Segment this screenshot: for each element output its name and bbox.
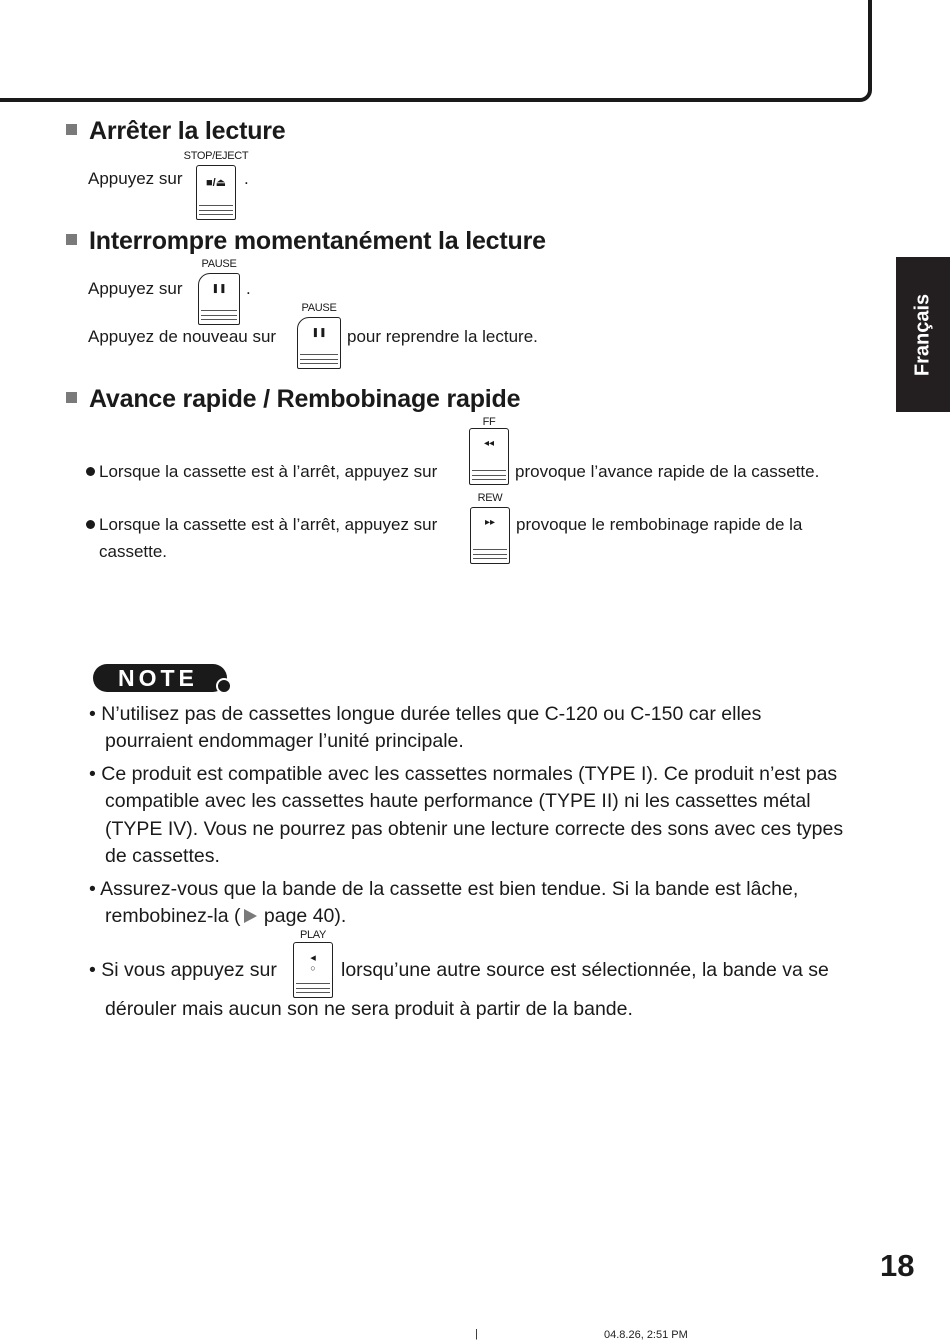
note-badge [93, 662, 233, 694]
language-tab [896, 257, 950, 412]
key-symbol: ◂◂ [483, 438, 495, 449]
note-item-1-line-2: pourraient endommager l’unité principale. [105, 730, 464, 752]
ff-instruction-suffix: provoque l’avance rapide de la cassette. [515, 462, 820, 481]
pause-button-icon [198, 258, 240, 325]
rew-button-icon [470, 492, 510, 564]
key-symbol: ❚❚ [311, 327, 327, 337]
note-badge-label: NOTE [118, 665, 198, 691]
key-symbol: ▸▸ [484, 517, 496, 528]
page-number: 18 [880, 1248, 915, 1283]
page-ref-prefix: rembobinez-la ( [105, 905, 241, 927]
language-tab-label: Français [911, 293, 934, 376]
bullet-dot-icon [86, 467, 95, 476]
rew-instruction-continuation: cassette. [99, 542, 168, 561]
key-label: PAUSE [301, 302, 337, 314]
square-bullet-icon [66, 234, 77, 245]
ff-instruction-prefix [86, 462, 437, 482]
note-item-2-line-2: compatible avec les cassettes haute performance (TYPE II) ni les cassettes métal [105, 790, 811, 812]
note-item-3-line-1: • Assurez-vous que la bande de la cassette est bien tendue. Si la bande est lâche, [89, 878, 799, 900]
key-symbol: ■/⏏ [205, 177, 227, 189]
pause-resume-suffix: pour reprendre la lecture. [347, 327, 538, 346]
note-item-2-line-3: (TYPE IV). Vous ne pourrez pas obtenir une lecture correcte des sons avec ces types [105, 818, 844, 840]
key-label: PLAY [299, 929, 327, 941]
section-title: Arrêter la lecture [89, 117, 286, 145]
section-heading-ffrew [66, 385, 520, 414]
note-item-4-line-2: dérouler mais aucun son ne sera produit à partir de la bande. [105, 998, 633, 1020]
key-symbol-top: ◂ [310, 952, 316, 964]
rew-prefix-text: Lorsque la cassette est à l’arrêt, appuyez sur [99, 515, 438, 534]
pause-button-icon-2 [297, 302, 341, 369]
section-heading-stop [66, 117, 286, 146]
page-reference-arrow-icon [242, 908, 258, 924]
bullet-dot-icon [86, 520, 95, 529]
key-label: PAUSE [201, 258, 237, 270]
key-label: FF [482, 416, 496, 428]
note-item-2-line-4: de cassettes. [105, 845, 220, 867]
ff-button-icon [469, 416, 509, 485]
footer-timestamp: 04.8.26, 2:51 PM [604, 1329, 688, 1341]
note-item-2-line-1: • Ce produit est compatible avec les cassettes normales (TYPE I). Ce produit n’est pas [89, 763, 838, 785]
ff-prefix-text: Lorsque la cassette est à l’arrêt, appuyez sur [99, 462, 438, 481]
top-frame [0, 0, 872, 102]
stop-instruction-prefix: Appuyez sur [88, 169, 183, 188]
pause-instruction-prefix: Appuyez sur [88, 279, 183, 298]
rew-instruction-prefix [86, 515, 437, 535]
stop-instruction-suffix: . [244, 169, 249, 188]
key-symbol-bottom: ○ [310, 963, 316, 973]
section-title: Avance rapide / Rembobinage rapide [89, 385, 521, 413]
key-label: REW [477, 492, 503, 504]
note-item-4-prefix: • Si vous appuyez sur [89, 959, 277, 981]
pause-instruction-suffix: . [246, 279, 251, 298]
square-bullet-icon [66, 392, 77, 403]
rew-instruction-suffix: provoque le rembobinage rapide de la [516, 515, 803, 534]
section-heading-pause [66, 227, 546, 256]
key-label: STOP/EJECT [183, 150, 249, 162]
pause-resume-prefix: Appuyez de nouveau sur [88, 327, 277, 346]
note-item-1-line-1: • N’utilisez pas de cassettes longue durée telles que C-120 ou C-150 car elles [89, 703, 762, 725]
square-bullet-icon [66, 124, 77, 135]
stop-eject-button-icon [183, 150, 249, 220]
key-symbol: ❚❚ [211, 283, 227, 293]
page-ref-suffix: page 40). [258, 905, 347, 927]
note-item-3-line-2 [105, 903, 346, 931]
play-button-icon [293, 929, 333, 998]
note-item-4-suffix: lorsqu’une autre source est sélectionnée, la bande va se [341, 959, 829, 981]
section-title: Interrompre momentanément la lecture [89, 227, 546, 255]
footer-tick: | [475, 1328, 478, 1340]
